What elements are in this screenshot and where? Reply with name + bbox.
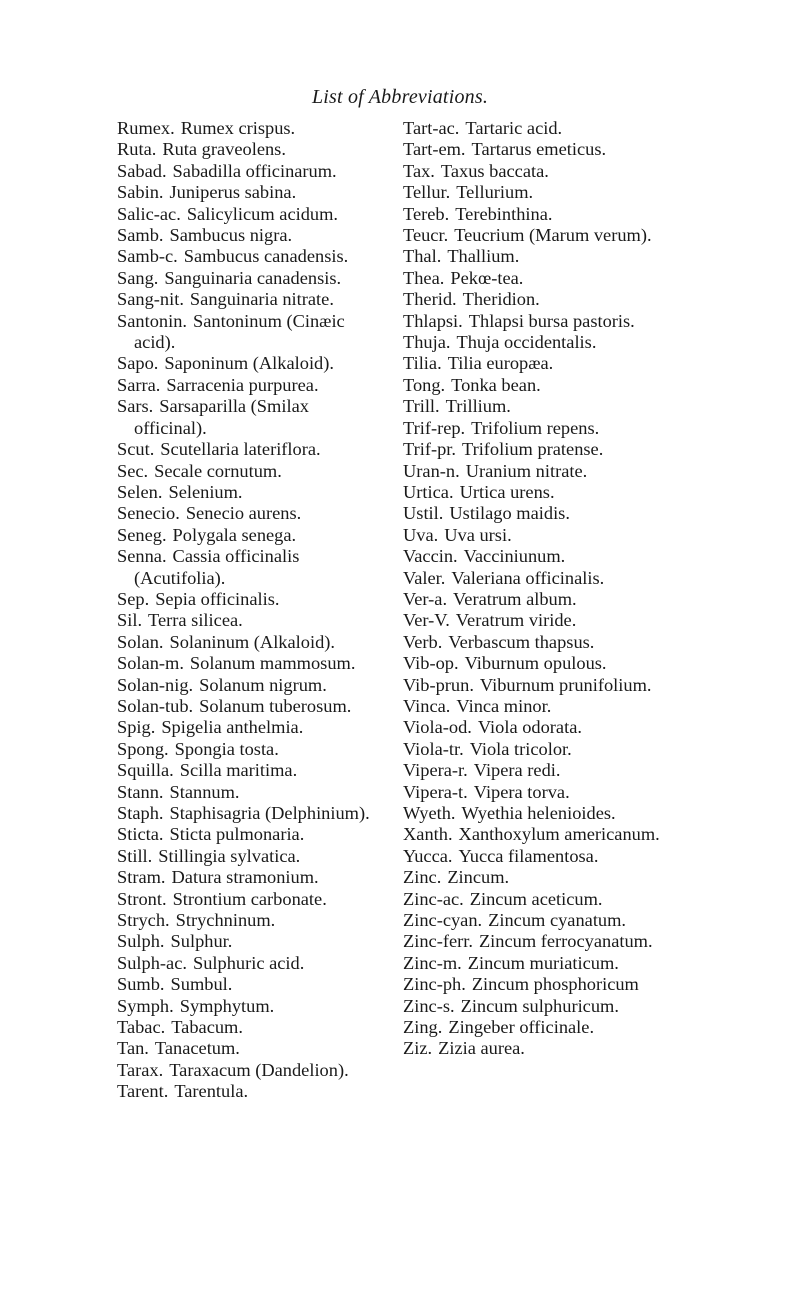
abbreviation: Still. xyxy=(117,845,153,866)
abbreviation: Tabac. xyxy=(117,1017,166,1038)
abbreviation-entry xyxy=(117,289,377,310)
abbreviation: Zinc. xyxy=(403,867,442,888)
abbreviation-entry xyxy=(403,246,703,267)
abbreviation: Zing. xyxy=(403,1017,443,1038)
abbreviation-entry xyxy=(117,439,377,460)
abbreviation-entry xyxy=(403,311,703,332)
abbreviation: Strych. xyxy=(117,910,170,931)
abbreviation: Ustil. xyxy=(403,503,444,524)
abbreviation: Squilla. xyxy=(117,760,174,781)
abbreviation-entry xyxy=(117,311,377,354)
remedy-name: Tellurium. xyxy=(456,182,534,203)
abbreviation-entry xyxy=(117,161,377,182)
abbreviation-entry xyxy=(403,803,703,824)
abbreviation-entry xyxy=(117,396,377,439)
abbreviation: Tarent. xyxy=(117,1081,169,1102)
abbreviation: Valer. xyxy=(403,567,446,588)
abbreviation: Zinc-ac. xyxy=(403,888,464,909)
abbreviation: Vib-prun. xyxy=(403,674,474,695)
remedy-name: Tartarus emeticus. xyxy=(471,139,607,160)
abbreviation: Sticta. xyxy=(117,824,164,845)
abbreviation: Thal. xyxy=(403,246,442,267)
abbreviation-entry xyxy=(403,782,703,803)
abbreviation: Samb. xyxy=(117,225,164,246)
abbreviation-entry xyxy=(403,204,703,225)
remedy-name: Veratrum album. xyxy=(453,588,577,609)
abbreviation-column-left xyxy=(117,118,377,1103)
remedy-name: Tartaric acid. xyxy=(465,118,563,138)
abbreviation-entry xyxy=(117,953,377,974)
abbreviation-entry xyxy=(117,696,377,717)
abbreviation: Thuja. xyxy=(403,332,451,353)
remedy-name: Spigelia anthelmia. xyxy=(161,717,304,738)
abbreviation: Salic-ac. xyxy=(117,203,181,224)
abbreviation-entry xyxy=(403,717,703,738)
abbreviation-entry xyxy=(403,525,703,546)
abbreviation: Trif-pr. xyxy=(403,439,456,460)
abbreviation-entry xyxy=(403,396,703,417)
remedy-name: Staphisagria (Delphinium). xyxy=(169,803,370,823)
abbreviation-entry xyxy=(117,931,377,952)
abbreviation-entry xyxy=(117,889,377,910)
abbreviation: Vinca. xyxy=(403,695,451,716)
remedy-name: Viburnum opulous. xyxy=(464,653,607,674)
abbreviation-entry xyxy=(403,974,703,995)
abbreviation: Sumb. xyxy=(117,974,165,995)
abbreviation: Santonin. xyxy=(117,310,187,331)
abbreviation: Scut. xyxy=(117,439,155,460)
remedy-name: Theridion. xyxy=(462,289,540,310)
abbreviation-entry xyxy=(117,482,377,503)
abbreviation-entry xyxy=(403,931,703,952)
abbreviation: Sep. xyxy=(117,588,150,609)
remedy-name: Polygala senega. xyxy=(172,524,297,545)
abbreviation-entry xyxy=(117,1038,377,1059)
abbreviation: Xanth. xyxy=(403,824,453,845)
abbreviation: Staph. xyxy=(117,803,164,823)
abbreviation-entry xyxy=(403,675,703,696)
abbreviation: Tarax. xyxy=(117,1059,164,1080)
remedy-name: Vacciniunum. xyxy=(463,546,566,567)
abbreviation: Sang. xyxy=(117,267,159,288)
abbreviation-entry xyxy=(117,610,377,631)
remedy-name: Solanum nigrum. xyxy=(199,674,327,695)
remedy-name: Sulphuric acid. xyxy=(192,952,305,973)
abbreviation: Therid. xyxy=(403,289,457,310)
abbreviation-entry xyxy=(403,760,703,781)
abbreviation-entry xyxy=(403,589,703,610)
abbreviation-entry xyxy=(117,782,377,803)
remedy-name: Salicylicum acidum. xyxy=(186,203,339,224)
abbreviation: Sil. xyxy=(117,610,143,631)
abbreviation: Selen. xyxy=(117,481,163,502)
abbreviation-entry xyxy=(117,118,377,139)
remedy-name: Sticta pulmonaria. xyxy=(169,824,305,845)
abbreviation-entry xyxy=(403,503,703,524)
abbreviation-entry xyxy=(403,161,703,182)
remedy-name: Sarracenia purpurea. xyxy=(166,374,319,395)
remedy-name: Vipera torva. xyxy=(473,781,570,802)
abbreviation: Teucr. xyxy=(403,225,449,246)
remedy-name: Tilia europæa. xyxy=(447,353,554,374)
remedy-name: Juniperus sabina. xyxy=(169,182,297,203)
abbreviation-entry xyxy=(403,910,703,931)
remedy-name: Vinca minor. xyxy=(456,695,552,716)
abbreviation: Thlapsi. xyxy=(403,310,463,331)
remedy-name: Taxus baccata. xyxy=(440,160,549,181)
remedy-name: Sarsaparilla (Smilax officinal). xyxy=(134,396,309,438)
abbreviation: Tax. xyxy=(403,160,435,181)
remedy-name: Zincum cyanatum. xyxy=(488,910,627,931)
abbreviation-entry xyxy=(403,610,703,631)
abbreviation: Vaccin. xyxy=(403,546,458,567)
abbreviation-entry xyxy=(117,653,377,674)
remedy-name: Viburnum prunifolium. xyxy=(479,674,652,695)
abbreviation-entry xyxy=(117,461,377,482)
remedy-name: Thallium. xyxy=(447,246,520,267)
abbreviation-entry xyxy=(403,1017,703,1038)
remedy-name: Zincum ferrocyanatum. xyxy=(478,931,653,952)
abbreviation-entry xyxy=(403,632,703,653)
remedy-name: Viola tricolor. xyxy=(469,738,572,759)
abbreviation-entry xyxy=(117,910,377,931)
remedy-name: Pekœ-tea. xyxy=(450,267,524,288)
remedy-name: Zincum phosphoricum xyxy=(471,974,639,995)
remedy-name: Terra silicea. xyxy=(148,610,243,631)
remedy-name: Trifolium pratense. xyxy=(461,439,604,460)
remedy-name: Tabacum. xyxy=(171,1017,243,1038)
remedy-name: Sumbul. xyxy=(170,974,233,995)
abbreviation-entry xyxy=(117,268,377,289)
abbreviation: Uva. xyxy=(403,524,439,545)
remedy-name: Selenium. xyxy=(168,481,243,502)
remedy-name: Thuja occidentalis. xyxy=(456,332,597,353)
page-title: List of Abbreviations. xyxy=(311,86,489,108)
abbreviation: Trill. xyxy=(403,396,440,417)
remedy-name: Zincum aceticum. xyxy=(469,888,603,909)
abbreviation: Tilia. xyxy=(403,353,442,374)
remedy-name: Sambucus canadensis. xyxy=(183,246,349,267)
abbreviation-entry xyxy=(117,225,377,246)
abbreviation-entry xyxy=(117,139,377,160)
abbreviation-entry xyxy=(403,846,703,867)
abbreviation: Tan. xyxy=(117,1038,149,1059)
abbreviation: Sabad. xyxy=(117,160,167,181)
abbreviation-entry xyxy=(403,289,703,310)
abbreviation-entry xyxy=(117,1017,377,1038)
remedy-name: Yucca filamentosa. xyxy=(458,845,599,866)
remedy-name: Vipera redi. xyxy=(473,760,561,781)
abbreviation-entry xyxy=(117,182,377,203)
remedy-name: Sulphur. xyxy=(170,931,233,952)
remedy-name: Teucrium (Marum verum). xyxy=(454,225,652,246)
abbreviation: Spig. xyxy=(117,717,156,738)
abbreviation: Vipera-r. xyxy=(403,760,468,781)
abbreviation-entry xyxy=(403,139,703,160)
abbreviation-entry xyxy=(117,375,377,396)
remedy-name: Uva ursi. xyxy=(444,524,512,545)
remedy-name: Solaninum (Alkaloid). xyxy=(169,631,335,652)
abbreviation: Yucca. xyxy=(403,845,453,866)
abbreviation-entry xyxy=(117,632,377,653)
abbreviation-entry xyxy=(403,739,703,760)
remedy-name: Urtica urens. xyxy=(459,481,555,502)
abbreviation-entry xyxy=(403,996,703,1017)
abbreviation-entry xyxy=(403,546,703,567)
remedy-name: Sabadilla officinarum. xyxy=(172,160,337,181)
abbreviation: Seneg. xyxy=(117,524,167,545)
abbreviation-entry xyxy=(403,889,703,910)
abbreviation: Stront. xyxy=(117,888,167,909)
remedy-name: Tarentula. xyxy=(174,1081,249,1102)
abbreviation-entry xyxy=(117,204,377,225)
remedy-name: Taraxacum (Dandelion). xyxy=(169,1059,349,1080)
abbreviation: Tart-ac. xyxy=(403,118,460,138)
remedy-name: Rumex crispus. xyxy=(180,118,296,138)
abbreviation-entry xyxy=(403,118,703,139)
remedy-name: Zizia aurea. xyxy=(438,1038,525,1059)
abbreviation: Vib-op. xyxy=(403,653,459,674)
abbreviation: Zinc-cyan. xyxy=(403,910,483,931)
remedy-name: Senecio aurens. xyxy=(185,503,302,524)
abbreviation-entry xyxy=(117,803,377,824)
remedy-name: Saponinum (Alkaloid). xyxy=(164,353,334,374)
abbreviation: Sang-nit. xyxy=(117,289,184,310)
remedy-name: Sambucus nigra. xyxy=(169,225,293,246)
abbreviation-entry xyxy=(403,182,703,203)
remedy-name: Spongia tosta. xyxy=(174,738,279,759)
remedy-name: Scutellaria lateriflora. xyxy=(160,439,321,460)
abbreviation: Samb-c. xyxy=(117,246,178,267)
abbreviation-entry xyxy=(403,824,703,845)
remedy-name: Scilla maritima. xyxy=(179,760,298,781)
abbreviation: Tart-em. xyxy=(403,139,466,160)
abbreviation-entry xyxy=(403,353,703,374)
abbreviation-entry xyxy=(117,760,377,781)
abbreviation: Spong. xyxy=(117,738,169,759)
remedy-name: Uranium nitrate. xyxy=(465,460,588,481)
abbreviation: Zinc-ph. xyxy=(403,974,466,995)
remedy-name: Veratrum viride. xyxy=(455,610,577,631)
abbreviation-entry xyxy=(403,439,703,460)
abbreviation: Rumex. xyxy=(117,118,175,138)
abbreviation-entry xyxy=(403,867,703,888)
abbreviation: Vipera-t. xyxy=(403,781,468,802)
abbreviation: Solan-m. xyxy=(117,653,184,674)
abbreviation-entry xyxy=(117,675,377,696)
remedy-name: Terebinthina. xyxy=(455,203,553,224)
remedy-name: Datura stramonium. xyxy=(171,867,319,888)
abbreviation-entry xyxy=(403,461,703,482)
abbreviation: Viola-od. xyxy=(403,717,472,738)
remedy-name: Sanguinaria canadensis. xyxy=(164,267,342,288)
abbreviation-entry xyxy=(403,1038,703,1059)
abbreviation-entry xyxy=(117,246,377,267)
remedy-name: Viola odorata. xyxy=(477,717,582,738)
abbreviation: Solan. xyxy=(117,631,164,652)
abbreviation-entry xyxy=(403,418,703,439)
remedy-name: Trifolium repens. xyxy=(471,417,600,438)
abbreviation-entry xyxy=(403,696,703,717)
abbreviation-entry xyxy=(117,739,377,760)
abbreviation: Urtica. xyxy=(403,481,454,502)
abbreviation-entry xyxy=(403,375,703,396)
abbreviation-entry xyxy=(403,332,703,353)
abbreviation: Trif-rep. xyxy=(403,417,466,438)
abbreviation: Thea. xyxy=(403,267,445,288)
abbreviation-entry xyxy=(403,568,703,589)
abbreviation-entry xyxy=(117,974,377,995)
abbreviation: Solan-nig. xyxy=(117,674,194,695)
abbreviation: Tereb. xyxy=(403,203,450,224)
remedy-name: Symphytum. xyxy=(179,995,275,1016)
abbreviation: Stram. xyxy=(117,867,166,888)
abbreviation-entry xyxy=(403,225,703,246)
abbreviation-entry xyxy=(117,996,377,1017)
abbreviation-entry xyxy=(117,846,377,867)
abbreviation: Sarra. xyxy=(117,374,161,395)
abbreviation-entry xyxy=(117,717,377,738)
remedy-name: Stillingia sylvatica. xyxy=(158,845,301,866)
abbreviation-entry xyxy=(403,482,703,503)
abbreviation-entry xyxy=(117,824,377,845)
remedy-name: Tanacetum. xyxy=(154,1038,240,1059)
remedy-name: Xanthoxylum americanum. xyxy=(458,824,660,845)
remedy-name: Ustilago maidis. xyxy=(449,503,570,524)
abbreviation: Senna. xyxy=(117,546,167,567)
abbreviation: Tellur. xyxy=(403,182,451,203)
remedy-name: Trillium. xyxy=(445,396,511,417)
abbreviation: Ruta. xyxy=(117,139,157,160)
abbreviation: Viola-tr. xyxy=(403,738,464,759)
remedy-name: Wyethia helenioides. xyxy=(461,803,616,823)
abbreviation: Zinc-s. xyxy=(403,995,455,1016)
abbreviation-entry xyxy=(117,353,377,374)
abbreviation: Uran-n. xyxy=(403,460,460,481)
remedy-name: Thlapsi bursa pastoris. xyxy=(468,310,635,331)
remedy-name: Solanum tuberosum. xyxy=(199,695,352,716)
abbreviation-entry xyxy=(403,953,703,974)
remedy-name: Tonka bean. xyxy=(451,374,541,395)
abbreviation: Symph. xyxy=(117,995,174,1016)
abbreviation: Ziz. xyxy=(403,1038,433,1059)
abbreviation-entry xyxy=(117,867,377,888)
remedy-name: Stannum. xyxy=(169,781,240,802)
abbreviation: Sulph-ac. xyxy=(117,952,187,973)
remedy-name: Solanum mammosum. xyxy=(189,653,356,674)
abbreviation-entry xyxy=(403,653,703,674)
abbreviation: Stann. xyxy=(117,781,164,802)
abbreviation: Sars. xyxy=(117,396,154,417)
abbreviation-entry xyxy=(117,525,377,546)
abbreviation: Ver-a. xyxy=(403,588,448,609)
remedy-name: Zincum. xyxy=(447,867,510,888)
remedy-name: Zingeber officinale. xyxy=(448,1017,595,1038)
remedy-name: Santoninum (Cinæic acid). xyxy=(134,310,345,353)
remedy-name: Strychninum. xyxy=(175,910,276,931)
remedy-name: Zincum sulphuricum. xyxy=(460,995,619,1016)
abbreviation-column-right xyxy=(403,118,703,1060)
abbreviation: Sapo. xyxy=(117,353,159,374)
abbreviation-entry xyxy=(117,589,377,610)
abbreviation: Sulph. xyxy=(117,931,165,952)
abbreviation: Solan-tub. xyxy=(117,695,194,716)
abbreviation: Wyeth. xyxy=(403,803,456,823)
abbreviation: Sec. xyxy=(117,460,149,481)
abbreviation: Ver-V. xyxy=(403,610,450,631)
abbreviation: Sabin. xyxy=(117,182,164,203)
remedy-name: Sepia officinalis. xyxy=(155,588,280,609)
abbreviation: Senecio. xyxy=(117,503,180,524)
remedy-name: Zincum muriaticum. xyxy=(467,952,619,973)
remedy-name: Cassia officinalis (Acutifolia). xyxy=(134,546,300,588)
remedy-name: Strontium carbonate. xyxy=(172,888,327,909)
abbreviation: Zinc-m. xyxy=(403,952,462,973)
abbreviation: Verb. xyxy=(403,631,443,652)
remedy-name: Ruta graveolens. xyxy=(162,139,286,160)
remedy-name: Secale cornutum. xyxy=(154,460,282,481)
abbreviation-entry xyxy=(117,546,377,589)
abbreviation: Zinc-ferr. xyxy=(403,931,473,952)
remedy-name: Valeriana officinalis. xyxy=(451,567,605,588)
remedy-name: Verbascum thapsus. xyxy=(448,631,595,652)
abbreviation-entry xyxy=(117,503,377,524)
abbreviation-entry xyxy=(117,1081,377,1102)
abbreviation-entry xyxy=(117,1060,377,1081)
abbreviation-entry xyxy=(403,268,703,289)
remedy-name: Sanguinaria nitrate. xyxy=(189,289,334,310)
abbreviation: Tong. xyxy=(403,374,446,395)
